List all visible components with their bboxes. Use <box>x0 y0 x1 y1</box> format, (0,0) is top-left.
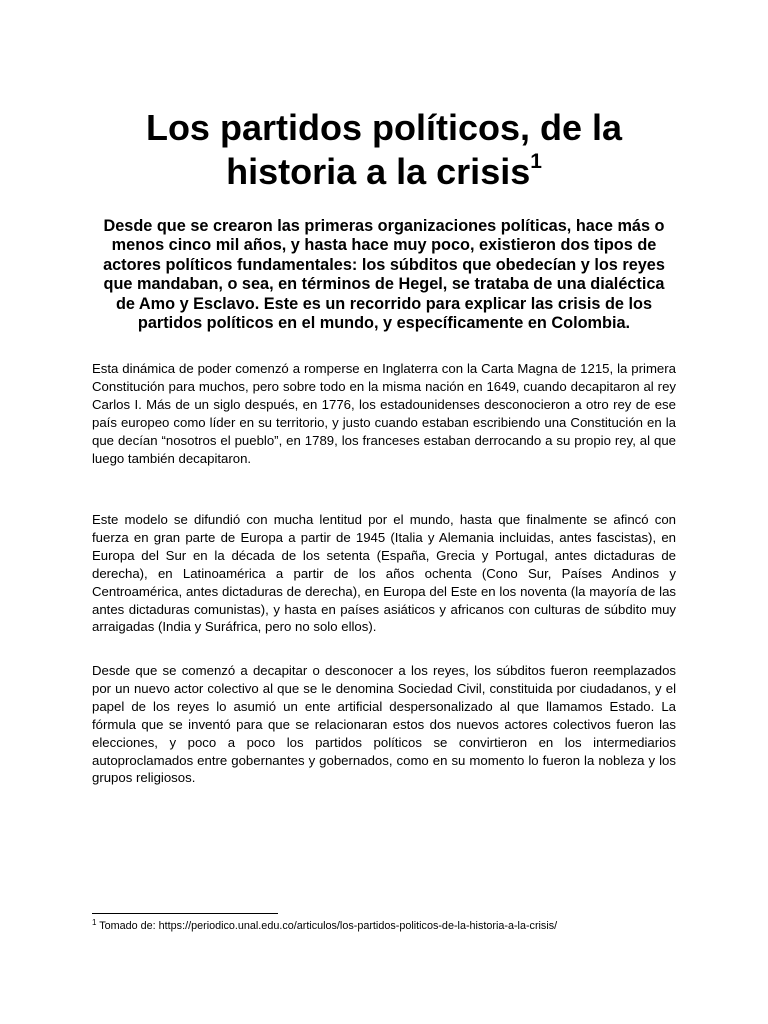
footnote-separator <box>92 913 278 914</box>
footnote <box>92 919 692 933</box>
body-paragraph-2: Este modelo se difundió con mucha lentitud por el mundo, hasta que finalmente se afincó con fuerza en gran parte de Europa a partir de 1945 (Italia y Alemania incluidas, antes fascistas), en Europa del Sur en la década de los setenta (España, Grecia y Portugal, antes dictaduras de derecha), en Latinoamérica a partir de los años ochenta (Cono Sur, Países Andinos y Centroamérica, antes dictaduras de derecha), en Europa del Este en los noventa (la mayoría de las antes dictaduras comunistas), y hasta en países asiáticos y africanos con culturas de súbdito muy arraigadas (India y Suráfrica, pero no solo ellos). <box>92 512 676 635</box>
footnote-marker: 1 <box>92 918 97 927</box>
page-title <box>92 106 676 194</box>
footnote-text: Tomado de: https://periodico.unal.edu.co/articulos/los-partidos-politicos-de-la-historia-a-la-crisis/ <box>96 920 558 932</box>
title-footnote-ref: 1 <box>530 150 542 173</box>
title-text: Los partidos políticos, de la historia a la crisis <box>145 107 623 192</box>
lead-paragraph: Desde que se crearon las primeras organizaciones políticas, hace más o menos cinco mil años, y hasta hace muy poco, existieron dos tipos de actores políticos fundamentales: los súbditos que obedecían y los reyes que mandaban, o sea, en términos de Hegel, se trataba de una dialéctica de Amo y Esclavo. Este es un recorrido para explicar las crisis de los partidos políticos en el mundo, y específicamente en Colombia. <box>103 217 665 333</box>
body-paragraph-3: Desde que se comenzó a decapitar o desconocer a los reyes, los súbditos fueron reemplazados por un nuevo actor colectivo al que se le denomina Sociedad Civil, constituida por ciudadanos, y el papel de los reyes lo asumió un ente artificial despersonalizado al que llamamos Estado. La fórmula que se inventó para que se relacionaran estos dos nuevos actores colectivos fueron las elecciones, y poco a poco los partidos políticos se convirtieron en los intermediarios autoproclamados entre gobernantes y gobernados, como en su momento lo fueron la nobleza y los grupos religiosos. <box>92 663 676 786</box>
body-paragraph-1: Esta dinámica de poder comenzó a romperse en Inglaterra con la Carta Magna de 1215, la primera Constitución para muchos, pero sobre todo en la misma nación en 1649, cuando decapitaron al rey Carlos I. Más de un siglo después, en 1776, los estadounidenses desconocieron a otro rey de ese país europeo como líder en su territorio, y justo cuando estaban escribiendo una Constitución en la que decían “nosotros el pueblo”, en 1789, los franceses estaban derrocando a su propio rey, al que luego también decapitaron. <box>92 361 676 466</box>
